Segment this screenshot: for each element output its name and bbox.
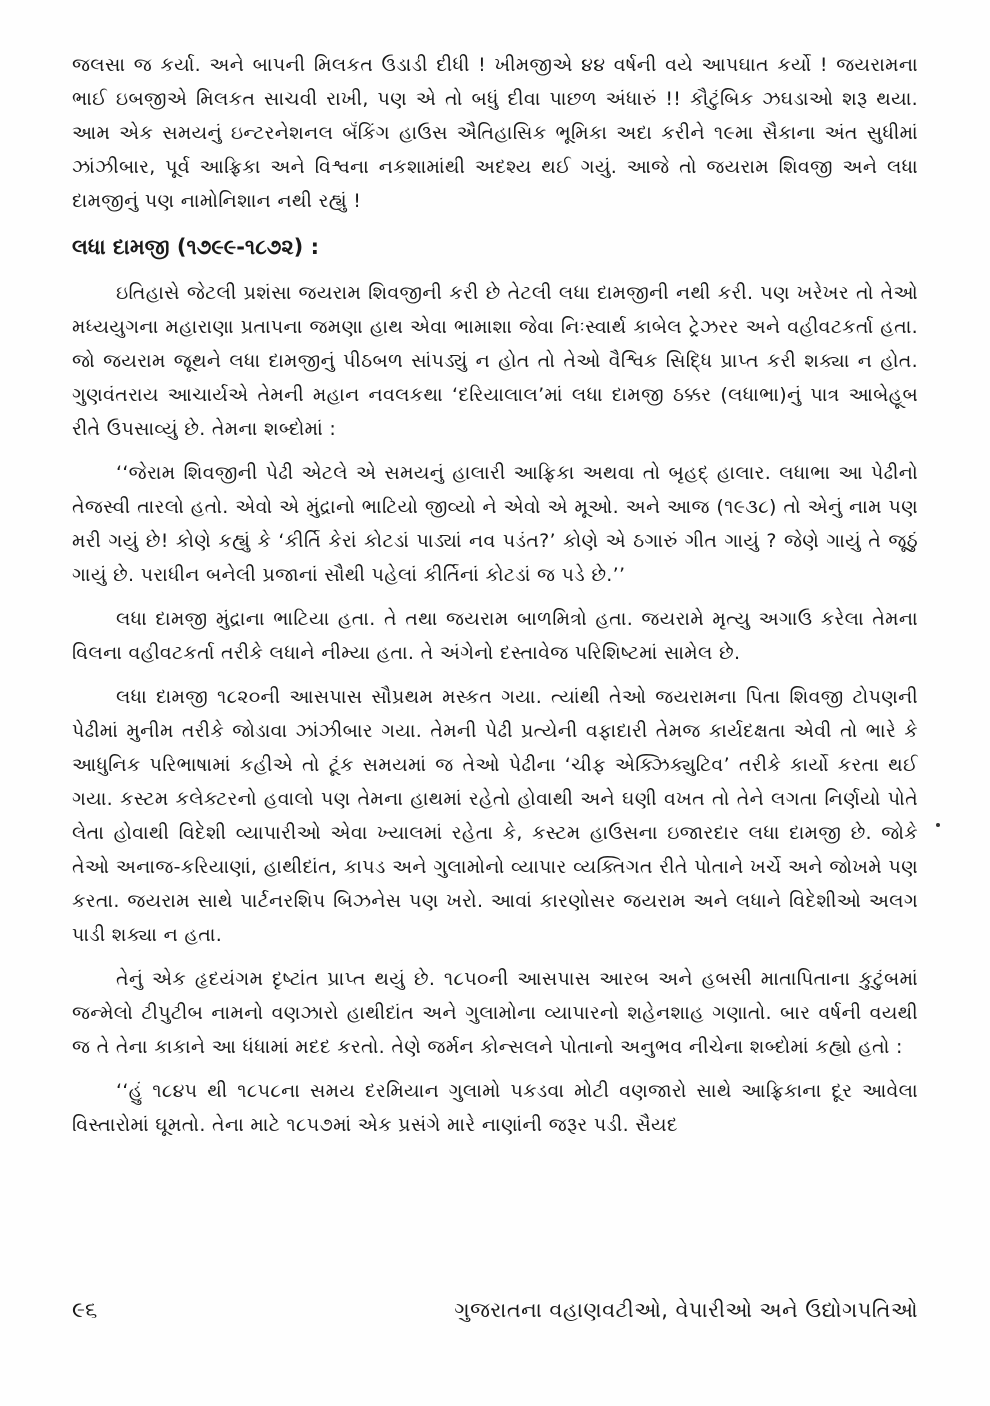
page-footer	[72, 1298, 918, 1334]
block-quote-dariyalal: ‘‘જેરામ શિવજીની પેઢી એટલે એ સમયનું હાલારી આફ્રિકા અથવા તો બૃહદ્ હાલાર. લધાભા આ પેઢીનો તેજસ્વી તારલો હતો. એવો એ મુંદ્રાનો ભાટિયો જીવ્યો ને એવો એ મૂઓ. અને આજ (૧૯૩૮) તો એનું નામ પણ મરી ગયું છે! કોણે કહ્યું કે ‘કીર્તિ કેરાં કોટડાં પાડ્યાં નવ પડંત?’ કોણે એ ઠગારું ગીત ગાયું ? જેણે ગાયું તે જૂઠું ગાયું છે. પરાધીન બનેલી પ્રજાનાં સૌથી પહેલાં કીર્તિનાં કોટડાં જ પડે છે.’’	[72, 462, 918, 586]
section-heading: લધા દામજી (૧૭૯૯-૧૮૭૨) :	[72, 235, 319, 259]
paragraph-mundra: લધા દામજી મુંદ્રાના ભાટિયા હતા. તે તથા જયરામ બાળમિત્રો હતા. જયરામે મૃત્યુ અગાઉ કરેલા તેમના વિલના વહીવટકર્તા તરીકે લધાને નીમ્યા હતા. તે અંગેનો દસ્તાવેજ પરિશિષ્ટમાં સામેલ છે.	[72, 608, 918, 664]
scan-speck	[936, 823, 940, 827]
page-number: ૯૬	[72, 1298, 98, 1323]
paragraph-continuation: જલસા જ કર્યા. અને બાપની મિલકત ઉડાડી દીધી ! ખીમજીએ ૪૪ વર્ષની વયે આપઘાત કર્યો ! જયરામના ભાઈ ઇબજીએ મિલકત સાચવી રાખી, પણ એ તો બધું દીવા પાછળ અંધારું !! કૌટુંબિક ઝઘડાઓ શરૂ થયા. આમ એક સમયનું ઇન્ટરનેશનલ બૅંકિંગ હાઉસ ઐતિહાસિક ભૂમિકા અદા કરીને ૧૯મા સૈકાના અંત સુધીમાં ઝાંઝીબાર, પૂર્વ આફ્રિકા અને વિશ્વના નકશામાંથી અદશ્ય થઈ ગયું. આજે તો જયરામ શિવજી અને લધા દામજીનું પણ નામોનિશાન નથી રહ્યું !	[72, 54, 918, 212]
running-title: ગુજરાતના વહાણવટીઓ, વેપારીઓ અને ઉદ્યોગપતિઓ	[454, 1298, 918, 1322]
paragraph-muscat: લધા દામજી ૧૮૨૦ની આસપાસ સૌપ્રથમ મસ્કત ગયા. ત્યાંથી તેઓ જયરામના પિતા શિવજી ટોપણની પેઢીમાં મુનીમ તરીકે જોડાવા ઝાંઝીબાર ગયા. તેમની પેઢી પ્રત્યેની વફાદારી તેમજ કાર્યદક્ષતા એવી તો ભારે કે આધુનિક પરિભાષામાં કહીએ તો ટૂંક સમયમાં જ તેઓ પેઢીના ‘ચીફ એક્ઝિક્યુટિવ’ તરીકે કાર્યો કરતા થઈ ગયા. કસ્ટમ કલેક્ટરનો હવાલો પણ તેમના હાથમાં રહેતો હોવાથી અને ઘણી વખત તો તેને લગતા નિર્ણયો પોતે લેતા હોવાથી વિદેશી વ્યાપારીઓ એવા ખ્યાલમાં રહેતા કે, કસ્ટમ હાઉસના ઇજારદાર લધા દામજી છે. જોકે તેઓ અનાજ-કરિયાણાં, હાથીદાંત, કાપડ અને ગુલામોનો વ્યાપાર વ્યક્તિગત રીતે પોતાને ખર્ચે અને જોખમે પણ કરતા. જયરામ સાથે પાર્ટનરશિપ બિઝનેસ પણ ખરો. આવાં કારણોસર જયરામ અને લધાને વિદેશીઓ અલગ પાડી શક્યા ન હતા.	[72, 686, 918, 946]
page-body	[72, 48, 918, 1152]
paragraph-intro: ઇતિહાસે જેટલી પ્રશંસા જયરામ શિવજીની કરી છે તેટલી લધા દામજીની નથી કરી. પણ ખરેખર તો તેઓ મધ્યયુગના મહારાણા પ્રતાપના જમણા હાથ એવા ભામાશા જેવા નિઃસ્વાર્થ કાબેલ ટ્રેઝરર અને વહીવટકર્તા હતા. જો જયરામ જૂથને લધા દામજીનું પીઠબળ સાંપડ્યું ન હોત તો તેઓ વૈશ્વિક સિદ્ધિ પ્રાપ્ત કરી શક્યા ન હોત. ગુણવંતરાય આચાર્યએ તેમની મહાન નવલકથા ‘દરિયાલાલ’માં લધા દામજી ઠક્કર (લધાભા)નું પાત્ર આબેહૂબ રીતે ઉપસાવ્યું છે. તેમના શબ્દોમાં :	[72, 282, 918, 440]
paragraph-tipu-tib: તેનું એક હૃદયંગમ દૃષ્ટાંત પ્રાપ્ત થયું છે. ૧૮૫૦ની આસપાસ આરબ અને હબસી માતાપિતાના કુટુંબમાં જન્મેલો ટીપુટીબ નામનો વણઝારો હાથીદાંત અને ગુલામોના વ્યાપારનો શહેનશાહ ગણાતો. બાર વર્ષની વયથી જ તે તેના કાકાને આ ધંધામાં મદદ કરતો. તેણે જર્મન કોન્સલને પોતાનો અનુભવ નીચેના શબ્દોમાં કહ્યો હતો :	[72, 968, 918, 1058]
block-quote-tipu-tib: ‘‘હું ૧૮૪૫ થી ૧૮૫૮ના સમય દરમિયાન ગુલામો પકડવા મોટી વણજારો સાથે આફ્રિકાના દૂર આવેલા વિસ્તારોમાં ઘૂમતો. તેના માટે ૧૮૫૭માં એક પ્રસંગે મારે નાણાંની જરૂર પડી. સૈયદ	[72, 1080, 918, 1136]
